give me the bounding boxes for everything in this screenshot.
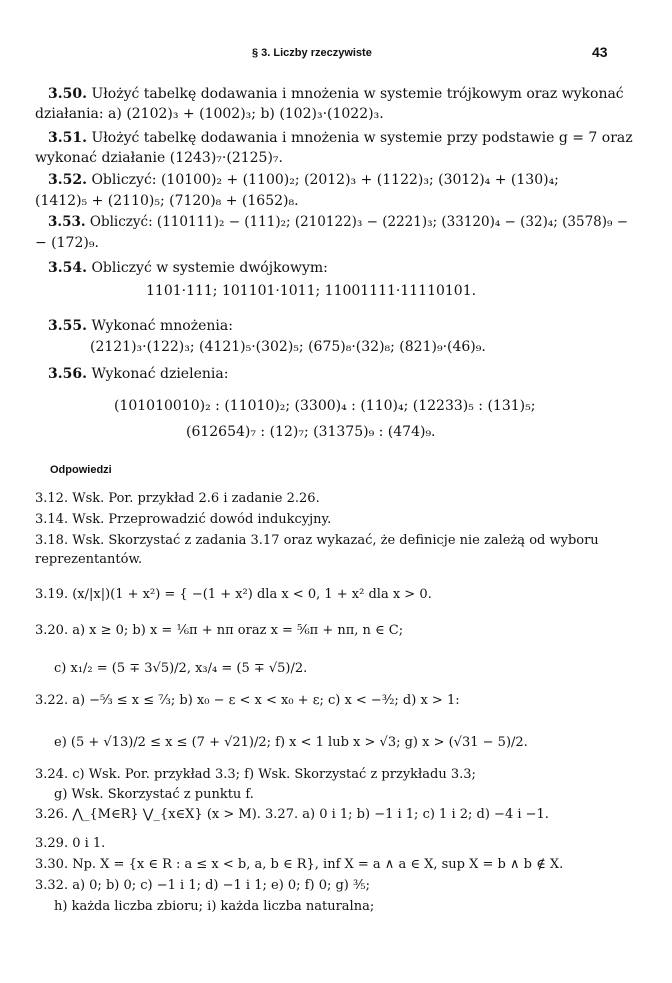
problem-line: (2121)₃·(122)₃; (4121)₅·(302)₅; (675)₈·(32)₈; (821)₉·(46)₉. <box>90 339 486 355</box>
problem-text: Wykonać dzielenia: <box>91 366 229 382</box>
problem-line: (1412)₅ + (2110)₅; (7120)₈ + (1652)₈. <box>35 193 299 209</box>
answer-line: 3.29. 0 i 1. <box>35 836 106 851</box>
problem-3-52 <box>48 172 559 189</box>
answer-line: 3.24. c) Wsk. Por. przykład 3.3; f) Wsk. Skorzystać z przykładu 3.3; <box>35 767 476 782</box>
answer-line: h) każda liczba zbioru; i) każda liczba naturalna; <box>54 899 375 914</box>
problem-line: (101010010)₂ : (11010)₂; (3300)₄ : (110)₄; (12233)₅ : (131)₅; <box>114 398 536 414</box>
answers-heading: Odpowiedzi <box>50 464 112 476</box>
problem-line: wykonać działanie (1243)₇·(2125)₇. <box>35 150 283 166</box>
answer-line: 3.22. a) −⁵⁄₃ ≤ x ≤ ⁷⁄₃; b) x₀ − ε < x < x₀ + ε; c) x < −³⁄₂; d) x > 1: <box>35 693 460 708</box>
problem-text: Obliczyć: (10100)₂ + (1100)₂; (2012)₃ + (1122)₃; (3012)₄ + (130)₄; <box>91 172 559 188</box>
problem-text: Ułożyć tabelkę dodawania i mnożenia w systemie trójkowym oraz wykonać <box>91 86 624 102</box>
answer-line: reprezentantów. <box>35 552 143 567</box>
problem-number: 3.56. <box>48 366 87 382</box>
answer-line: g) Wsk. Skorzystać z punktu f. <box>54 787 254 802</box>
problem-3-56 <box>48 366 228 383</box>
problem-number: 3.55. <box>48 318 87 334</box>
problem-number: 3.51. <box>48 130 87 146</box>
running-title: § 3. Liczby rzeczywiste <box>252 47 372 59</box>
answer-line: 3.14. Wsk. Przeprowadzić dowód indukcyjny. <box>35 512 332 527</box>
problem-3-50 <box>48 86 624 103</box>
problem-text: Obliczyć w systemie dwójkowym: <box>91 260 328 276</box>
problem-3-54 <box>48 260 328 277</box>
answer-line: e) (5 + √13)/2 ≤ x ≤ (7 + √21)/2; f) x < 1 lub x > √3; g) x > (√31 − 5)/2. <box>54 735 528 750</box>
problem-line: − (172)₉. <box>35 235 99 251</box>
problem-text: Wykonać mnożenia: <box>91 318 233 334</box>
problem-text: Ułożyć tabelkę dodawania i mnożenia w systemie przy podstawie g = 7 oraz <box>91 130 633 146</box>
problem-number: 3.50. <box>48 86 87 102</box>
answer-line: 3.20. a) x ≥ 0; b) x = ⅙π + nπ oraz x = ⅚π + nπ, n ∈ C; <box>35 623 404 638</box>
problem-number: 3.52. <box>48 172 87 188</box>
answer-line: 3.26. ⋀_{M∈R} ⋁_{x∈X} (x > M). 3.27. a) 0 i 1; b) −1 i 1; c) 1 i 2; d) −4 i −1. <box>35 807 549 822</box>
problem-3-55 <box>48 318 233 335</box>
answer-line: 3.18. Wsk. Skorzystać z zadania 3.17 oraz wykazać, że definicje nie zależą od wyboru <box>35 533 599 548</box>
problem-text: Obliczyć: (110111)₂ − (111)₂; (210122)₃ − (2221)₃; (33120)₄ − (32)₄; (3578)₉ − <box>89 214 629 230</box>
answer-line: c) x₁/₂ = (5 ∓ 3√5)/2, x₃/₄ = (5 ∓ √5)/2. <box>54 661 308 676</box>
answer-line: 3.30. Np. X = {x ∈ R : a ≤ x < b, a, b ∈ R}, inf X = a ∧ a ∈ X, sup X = b ∧ b ∉ X. <box>35 857 564 872</box>
answer-line: 3.12. Wsk. Por. przykład 2.6 i zadanie 2.26. <box>35 491 320 506</box>
problem-line: (612654)₇ : (12)₇; (31375)₉ : (474)₉. <box>186 424 436 440</box>
problem-line: działania: a) (2102)₃ + (1002)₃; b) (102)₃·(1022)₃. <box>35 106 384 122</box>
problem-3-51 <box>48 130 633 147</box>
problem-number: 3.54. <box>48 260 87 276</box>
answer-line: 3.19. (x/|x|)(1 + x²) = { −(1 + x²) dla x < 0, 1 + x² dla x > 0. <box>35 587 432 602</box>
answer-line: 3.32. a) 0; b) 0; c) −1 i 1; d) −1 i 1; e) 0; f) 0; g) ³⁄₅; <box>35 878 370 893</box>
problem-line: 1101·111; 101101·1011; 11001111·11110101. <box>146 283 477 299</box>
problem-3-53 <box>48 214 628 231</box>
page-number: 43 <box>592 44 608 60</box>
problem-number: 3.53. <box>48 214 86 230</box>
